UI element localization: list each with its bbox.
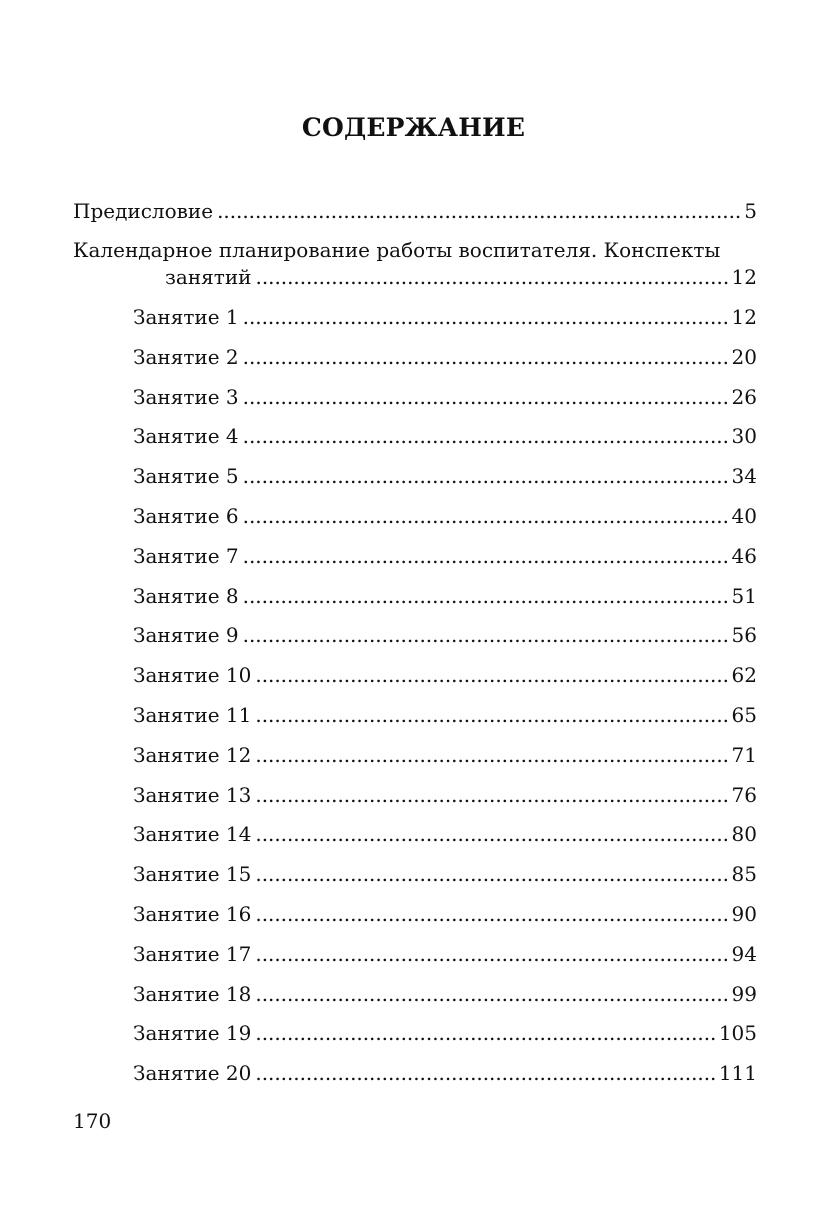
toc-entry-page: 105 xyxy=(718,1021,757,1046)
dot-leader xyxy=(255,1020,715,1046)
toc-entry-lesson-6[interactable] xyxy=(133,503,757,529)
dot-leader xyxy=(255,1060,715,1086)
dot-leader xyxy=(243,543,729,569)
dot-leader xyxy=(243,583,729,609)
toc-entry-lesson-10[interactable] xyxy=(133,662,757,688)
toc-entry-page: 94 xyxy=(731,941,757,966)
toc-entry-lesson-20[interactable] xyxy=(133,1060,757,1086)
toc-entry-planning[interactable] xyxy=(165,264,757,290)
toc-entry-lesson-16[interactable] xyxy=(133,901,757,927)
toc-entry-lesson-11[interactable] xyxy=(133,702,757,728)
dot-leader xyxy=(243,503,729,529)
toc-entry-label: Занятие 3 xyxy=(133,384,239,409)
toc-entry-lesson-12[interactable] xyxy=(133,742,757,768)
page-number: 170 xyxy=(73,1109,112,1133)
toc-entry-lesson-7[interactable] xyxy=(133,543,757,569)
toc-entry-lesson-4[interactable] xyxy=(133,423,757,449)
dot-leader xyxy=(243,423,729,449)
toc-entry-label: Занятие 7 xyxy=(133,543,239,568)
toc-entry-page: 56 xyxy=(731,623,757,648)
dot-leader xyxy=(217,198,741,224)
toc-entry-lesson-17[interactable] xyxy=(133,941,757,967)
toc-entry-lesson-14[interactable] xyxy=(133,821,757,847)
toc-entry-label: Занятие 20 xyxy=(133,1061,252,1086)
toc-entry-planning-line1: Календарное планирование работы воспитателя. Конспекты xyxy=(73,238,721,262)
toc-entry-lesson-5[interactable] xyxy=(133,463,757,489)
toc-entry-page: 34 xyxy=(731,464,757,489)
toc-entry-page: 26 xyxy=(731,384,757,409)
toc-entry-label: Занятие 13 xyxy=(133,782,252,807)
toc-entry-label: Занятие 11 xyxy=(133,703,252,727)
toc-entry-label: Занятие 19 xyxy=(133,1021,252,1046)
toc-entry-page: 12 xyxy=(731,265,757,289)
page-title: СОДЕРЖАНИЕ xyxy=(301,113,526,142)
toc-entry-page: 30 xyxy=(731,424,757,449)
dot-leader xyxy=(255,941,728,967)
toc-entry-label: Занятие 12 xyxy=(133,742,252,767)
dot-leader xyxy=(255,662,728,688)
dot-leader xyxy=(255,901,728,927)
toc-entry-lesson-15[interactable] xyxy=(133,861,757,887)
toc-entry-page: 62 xyxy=(731,663,757,688)
toc-entry-label: Занятие 4 xyxy=(133,424,239,449)
toc-entry-page: 65 xyxy=(731,703,757,727)
dot-leader xyxy=(255,821,728,847)
dot-leader xyxy=(243,344,729,370)
toc-entry-page: 85 xyxy=(731,862,757,887)
toc-entry-label: Занятие 16 xyxy=(133,902,252,926)
toc-entry-label: Занятие 9 xyxy=(133,623,239,648)
toc-entry-page: 12 xyxy=(731,305,757,329)
dot-leader xyxy=(243,463,729,489)
toc-entry-lesson-3[interactable] xyxy=(133,384,757,410)
toc-entry-label: Занятие 18 xyxy=(133,981,252,1006)
dot-leader xyxy=(255,981,728,1007)
toc-entry-label: Занятие 2 xyxy=(133,344,239,369)
toc-entry-label: Занятие 1 xyxy=(133,305,239,329)
toc-entry-page: 40 xyxy=(731,504,757,528)
dot-leader xyxy=(243,384,729,410)
dot-leader xyxy=(255,702,728,728)
toc-entry-page: 80 xyxy=(731,822,757,847)
toc-entry-lesson-2[interactable] xyxy=(133,344,757,370)
toc-entry-page: 46 xyxy=(731,543,757,568)
toc-entry-label: Занятие 5 xyxy=(133,464,239,489)
dot-leader xyxy=(255,742,728,768)
toc-entry-page: 111 xyxy=(718,1061,757,1086)
toc-entry-page: 90 xyxy=(731,902,757,926)
toc-entry-page: 20 xyxy=(731,344,757,369)
dot-leader xyxy=(256,264,729,290)
toc-entry-label: Занятие 6 xyxy=(133,504,239,528)
dot-leader xyxy=(255,782,728,808)
toc-entry-lesson-8[interactable] xyxy=(133,583,757,609)
toc-entry-lesson-9[interactable] xyxy=(133,622,757,648)
toc-entry-label: Занятие 8 xyxy=(133,583,239,608)
toc-entry-label: Занятие 15 xyxy=(133,862,252,887)
toc-entry-page: 76 xyxy=(731,782,757,807)
dot-leader xyxy=(255,861,728,887)
toc-entry-lesson-1[interactable] xyxy=(133,304,757,330)
dot-leader xyxy=(243,304,729,330)
toc-entry-label: Занятие 10 xyxy=(133,663,252,688)
dot-leader xyxy=(243,622,729,648)
toc-entry-label: занятий xyxy=(165,265,252,289)
toc-entry-lesson-18[interactable] xyxy=(133,981,757,1007)
toc-entry-label: Предисловие xyxy=(73,199,214,223)
toc-entry-lesson-13[interactable] xyxy=(133,782,757,808)
toc-entry-page: 99 xyxy=(731,981,757,1006)
toc-entry-page: 5 xyxy=(744,199,757,223)
toc-entry-label: Занятие 14 xyxy=(133,822,252,847)
toc-entry-label: Занятие 17 xyxy=(133,941,252,966)
toc-entry-lesson-19[interactable] xyxy=(133,1020,757,1046)
toc-entry-page: 51 xyxy=(731,583,757,608)
toc-entry-page: 71 xyxy=(731,742,757,767)
toc-entry-preface[interactable] xyxy=(73,198,757,224)
